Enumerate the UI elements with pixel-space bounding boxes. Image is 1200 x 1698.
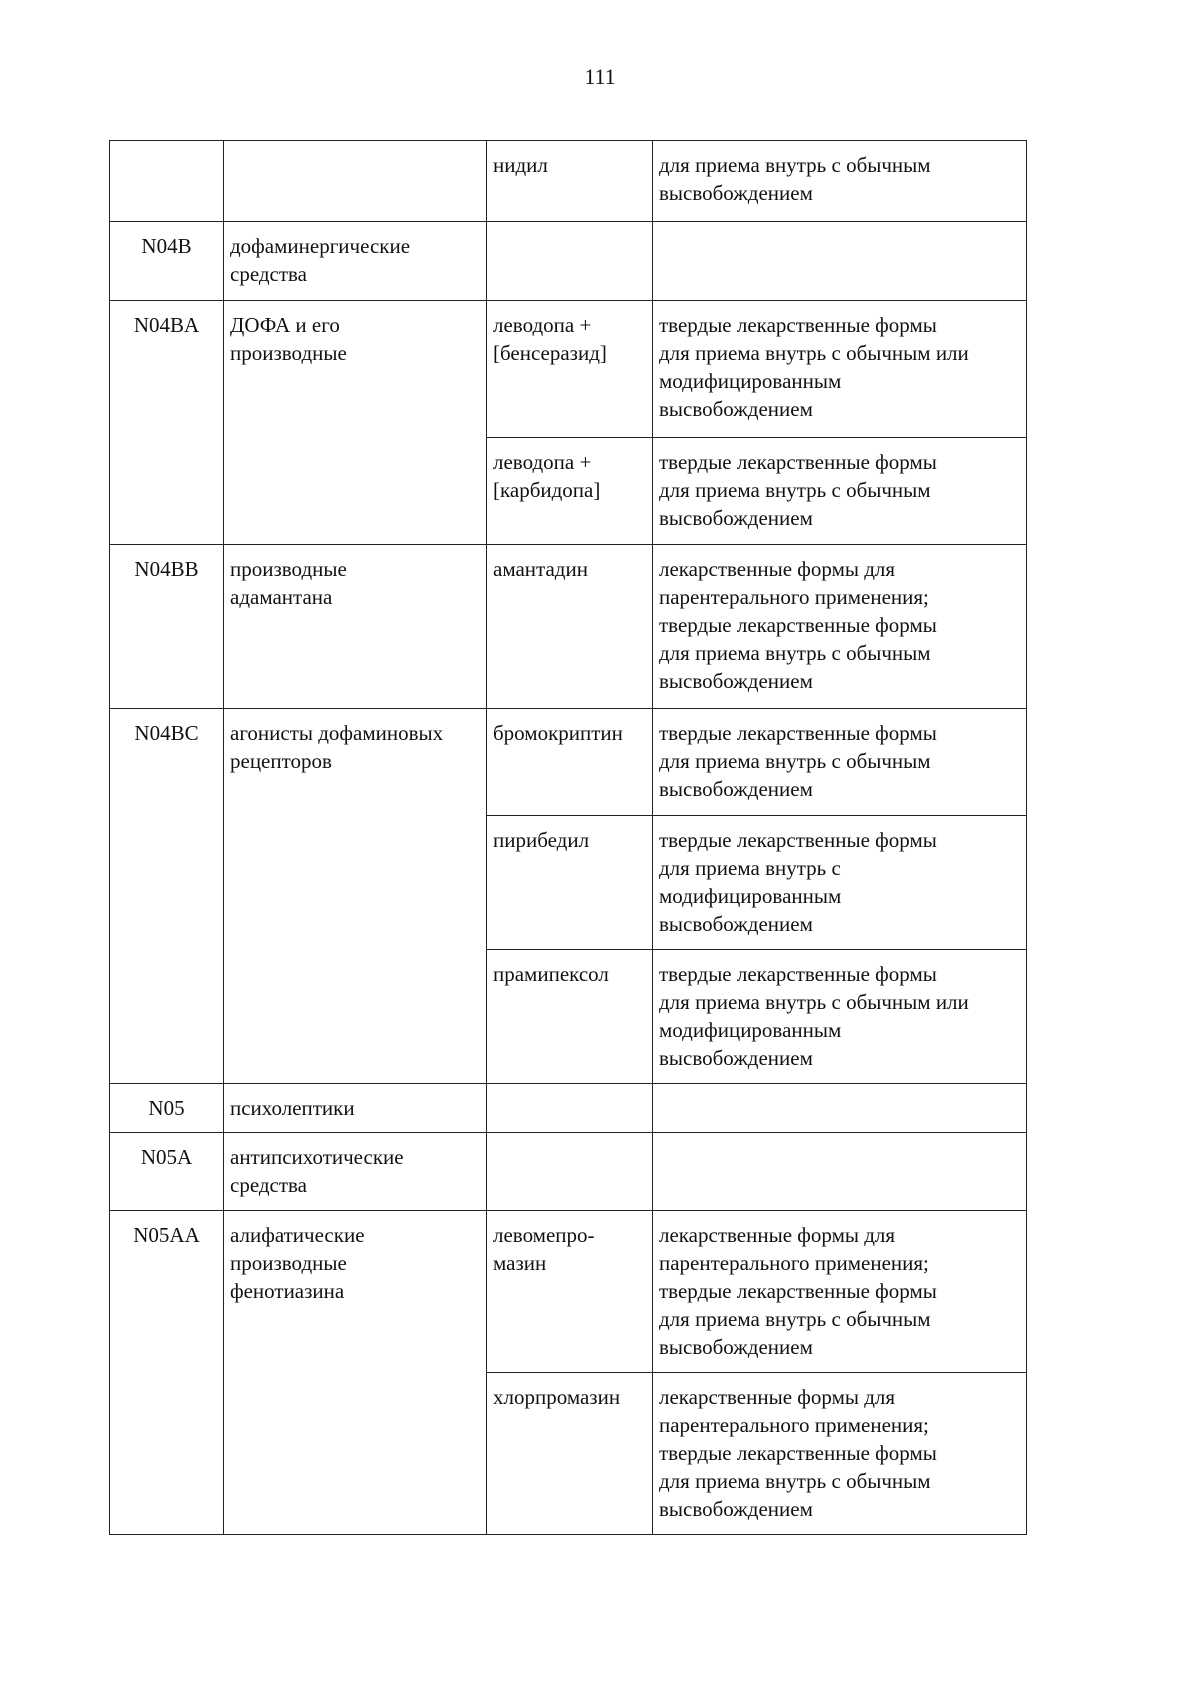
drug-table xyxy=(109,140,1027,1535)
table-row xyxy=(110,1133,1027,1211)
dosage-form-cell: твердые лекарственные формы для приема внутрь с обычным или модифицированным высвобождением xyxy=(653,301,1027,438)
drug-cell xyxy=(487,1084,653,1133)
table-row xyxy=(110,222,1027,301)
dosage-form-cell: твердые лекарственные формы для приема внутрь с обычным или модифицированным высвобождением xyxy=(653,950,1027,1084)
atc-code-cell: N04B xyxy=(110,222,224,301)
table-row xyxy=(110,709,1027,816)
drug-cell: прамипексол xyxy=(487,950,653,1084)
atc-code-cell xyxy=(110,141,224,222)
group-cell: антипсихотические средства xyxy=(224,1133,487,1211)
drug-cell xyxy=(487,222,653,301)
dosage-form-cell: лекарственные формы для парентерального применения; твердые лекарственные формы для приема внутрь с обычным высвобождением xyxy=(653,545,1027,709)
drug-cell: пирибедил xyxy=(487,816,653,950)
drug-cell: леводопа + [бенсеразид] xyxy=(487,301,653,438)
atc-code-cell: N04BB xyxy=(110,545,224,709)
group-cell xyxy=(224,141,487,222)
dosage-form-cell xyxy=(653,1084,1027,1133)
dosage-form-cell: твердые лекарственные формы для приема внутрь с обычным высвобождением xyxy=(653,709,1027,816)
group-cell: агонисты дофаминовых рецепторов xyxy=(224,709,487,1084)
table-row xyxy=(110,545,1027,709)
group-cell: дофаминергические средства xyxy=(224,222,487,301)
dosage-form-cell: для приема внутрь с обычным высвобождением xyxy=(653,141,1027,222)
table-row xyxy=(110,1211,1027,1373)
table-row xyxy=(110,301,1027,438)
dosage-form-cell xyxy=(653,1133,1027,1211)
drug-cell: хлорпромазин xyxy=(487,1373,653,1535)
atc-code-cell: N05A xyxy=(110,1133,224,1211)
table-row xyxy=(110,1084,1027,1133)
atc-code-cell: N05 xyxy=(110,1084,224,1133)
group-cell: производные адамантана xyxy=(224,545,487,709)
drug-cell: леводопа + [карбидопа] xyxy=(487,438,653,545)
group-cell: алифатические производные фенотиазина xyxy=(224,1211,487,1535)
drug-cell: амантадин xyxy=(487,545,653,709)
atc-code-cell: N04BA xyxy=(110,301,224,545)
atc-code-cell: N05AA xyxy=(110,1211,224,1535)
atc-code-cell: N04BC xyxy=(110,709,224,1084)
page-number: 111 xyxy=(584,64,616,89)
dosage-form-cell: твердые лекарственные формы для приема внутрь с модифицированным высвобождением xyxy=(653,816,1027,950)
table-row xyxy=(110,141,1027,222)
drug-cell xyxy=(487,1133,653,1211)
drug-cell: нидил xyxy=(487,141,653,222)
drug-cell: бромокриптин xyxy=(487,709,653,816)
dosage-form-cell: твердые лекарственные формы для приема внутрь с обычным высвобождением xyxy=(653,438,1027,545)
group-cell: ДОФА и его производные xyxy=(224,301,487,545)
dosage-form-cell: лекарственные формы для парентерального применения; твердые лекарственные формы для приема внутрь с обычным высвобождением xyxy=(653,1211,1027,1373)
drug-cell: левомепро- мазин xyxy=(487,1211,653,1373)
dosage-form-cell: лекарственные формы для парентерального применения; твердые лекарственные формы для приема внутрь с обычным высвобождением xyxy=(653,1373,1027,1535)
group-cell: психолептики xyxy=(224,1084,487,1133)
dosage-form-cell xyxy=(653,222,1027,301)
